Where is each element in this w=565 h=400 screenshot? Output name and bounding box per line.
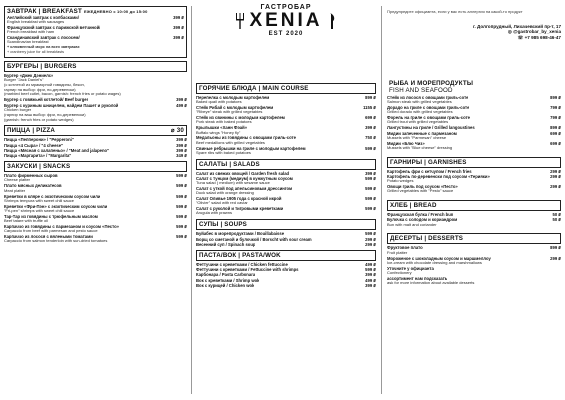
item-price: 750 ₽ — [365, 135, 376, 141]
item-price: 499 ₽ — [176, 102, 187, 108]
item-name: Мидии «Блю Чиз» — [387, 140, 425, 146]
item-price: 599 ₽ — [176, 193, 187, 199]
item-name: Весенний суп / Spinach soup — [196, 241, 256, 247]
item-description: (garnish: french fries or potato wedges) — [4, 117, 74, 122]
item-name: Пицца «Пепперони» / "Pepperoni" — [4, 137, 74, 143]
item-price: 299 ₽ — [365, 241, 376, 247]
item-description: гарнир на выбор: фри, по-деревенски) — [4, 87, 76, 92]
item-price: 399 ₽ — [176, 142, 187, 148]
item-price: 50 ₽ — [552, 212, 561, 218]
item-price: 599 ₽ — [365, 267, 376, 273]
item-name-en: Grilled dorado with grilled vegetables — [387, 110, 453, 115]
item-name-en: Meat platter — [4, 188, 26, 193]
item-name-en: "Olivier" salad with red caviar — [196, 201, 248, 206]
item-price: 899 ₽ — [550, 245, 561, 251]
item-price: 599 ₽ — [365, 145, 376, 151]
item-price: 699 ₽ — [550, 130, 561, 136]
item-name: Салат с тунцом (медиум) в кунжутным соусом — [196, 175, 293, 181]
soups-header: СУПЫ | SOUPS — [196, 219, 376, 230]
item-name-en: "Ribeye" steak with grilled vegetables — [196, 110, 263, 115]
instagram-icon: ◎ — [507, 29, 514, 34]
item-price: 599 ₽ — [176, 213, 187, 219]
item-name-en: "Fri-pen" shrimps with sweet chili sauce — [4, 208, 75, 213]
item-name-en: Beef medallions with grilled vegetables — [196, 140, 265, 145]
bread-header: ХЛЕБ | BREAD — [387, 200, 561, 211]
fish-header: РЫБА И МОРЕПРОДУКТЫ FISH AND SEAFOOD — [389, 80, 474, 94]
item-name: Мидии запеченные с пармезаном — [387, 130, 457, 136]
item-description: Chicken burger — [4, 107, 32, 112]
brand-est: EST 2020 — [268, 31, 304, 37]
salads-list — [196, 171, 376, 217]
item-name: Салат Оливье 1905 года с красной икрой — [196, 196, 282, 202]
item-price: 799 ₽ — [550, 115, 561, 121]
item-description: (marbled beef cutlet, bacon, garnish: french fries or potato wages) — [4, 92, 121, 97]
item-price: 399 ₽ — [365, 125, 376, 131]
item-price: 399 ₽ — [365, 170, 376, 176]
soups-list — [196, 231, 376, 247]
info-block — [387, 9, 561, 41]
item-name: Уточните у официанта — [387, 265, 434, 271]
menu-item — [196, 242, 376, 247]
menu-item — [4, 153, 187, 158]
item-price: 399 ₽ — [365, 282, 376, 288]
item-name-en: Spare ribs with baked potatoes — [196, 150, 251, 155]
pasta-list — [196, 262, 376, 288]
item-price: 799 ₽ — [550, 105, 561, 111]
bread-list — [387, 212, 561, 227]
item-name-en: Ice-cream with chocolate dressing and marshmallows — [387, 260, 482, 265]
item-price: 599 ₽ — [176, 183, 187, 189]
item-name: Пицца «Маргарита» / "Margarita" — [4, 153, 72, 159]
garnish-list — [387, 169, 561, 194]
item-price: 399 ₽ — [173, 35, 184, 41]
item-price: 1155 ₽ — [363, 105, 376, 111]
item-price: 299 ₽ — [550, 184, 561, 190]
item-name: Французская булка / French bun — [387, 212, 454, 218]
item-name-en: Cheese platter — [4, 178, 31, 183]
item-name: Картофель по-деревенски под соусом «Терияки» — [387, 173, 490, 179]
item-name: Перепелка с молодым картофелем — [196, 95, 270, 100]
pasta-header: ПАСТА/ВОК | PASTA/WOK — [196, 250, 376, 261]
item-price: 899 ₽ — [550, 125, 561, 131]
item-price: 399 ₽ — [173, 15, 184, 20]
item-name-en: Salmon steak with grilled vegetables — [387, 100, 452, 105]
item-name-en: Mussels with "Blue cheese" dressing — [387, 145, 453, 150]
item-name: Форель на гриле с овощами гриль-соте — [387, 115, 470, 121]
middle-column — [196, 80, 376, 288]
item-price: 349 ₽ — [176, 153, 187, 159]
item-price: 499 ₽ — [365, 261, 376, 267]
item-name: Дорадо на гриле с овощами гриль-соте — [387, 105, 470, 111]
item-price: 699 ₽ — [365, 115, 376, 121]
item-price — [559, 276, 561, 281]
item-name: Пицца «Мясная с халапеньо» / "Meat and jalapeno" — [4, 147, 110, 153]
salads-header: САЛАТЫ | SALADS — [196, 159, 376, 170]
item-name: Плато мясных деликатесов — [4, 183, 62, 189]
item-price — [559, 266, 561, 271]
item-name-en: Baked quail with potatoes — [196, 100, 242, 105]
item-name: ассортимент нам подсказать — [387, 275, 448, 281]
item-price — [185, 73, 187, 78]
breakfast-header: ЗАВТРАК | BREAKFAST ЕЖЕДНЕВНО с 10:00 до 15:00 — [7, 8, 148, 15]
item-price: 899 ₽ — [365, 95, 376, 100]
item-price: 50 ₽ — [552, 217, 561, 223]
breakfast-section — [4, 6, 187, 58]
allergy-warning: Предупредите официанта, если у вас есть аллергия на какой-то продукт — [387, 9, 523, 14]
item-price: 299 ₽ — [550, 173, 561, 179]
item-name: Мороженое с шоколадным соусом и маршмеллоу — [387, 255, 491, 261]
item-name: Вок с курицей / Chicken wok — [196, 282, 255, 288]
item-description: (с котлетой из мраморной говядины, бекон, — [4, 82, 85, 87]
main-course-list — [196, 95, 376, 156]
item-name: Бургер с куриным шницелем, найдем Пашет и руколой — [4, 102, 119, 108]
item-price: 399 ₽ — [176, 97, 187, 103]
item-name-en: Shrimps tempura with sweet chili sauce — [4, 198, 75, 203]
item-price: 899 ₽ — [550, 95, 561, 100]
item-price: 599 ₽ — [176, 203, 187, 209]
item-name-en: Grilled trout with grilled vegetables — [387, 120, 449, 125]
phone-row: ☏ +7 985 698-46-47 — [517, 35, 561, 40]
item-name: Крылышки «Ханн Фэай» — [196, 125, 248, 131]
snacks-header: ЗАКУСКИ | SNACKS — [4, 161, 187, 172]
knife-icon — [327, 13, 337, 29]
item-price: 599 ₽ — [176, 233, 187, 239]
item-name: Салат с руколой и тигровыми креветками — [196, 206, 284, 212]
item-name: Салат с уткой под апельсиновым дрессингом — [196, 185, 293, 191]
pizza-size: ⌀ 30 — [170, 127, 184, 135]
item-name-en: Tuna salad ( medium) with sesame sauce — [196, 181, 270, 186]
item-name-en: Arugula with prawns — [196, 211, 233, 216]
item-price: 299 ₽ — [550, 255, 561, 261]
item-name: Вок с креветками / Shrimp wok — [196, 277, 260, 283]
item-name: Булочка с солодом и кориандром — [387, 217, 458, 223]
menu-item — [196, 283, 376, 288]
item-name: Пицца «4 Сыра» / "4 cheese" — [4, 142, 64, 148]
item-name: Картофель фри с кетчупом / French fries — [387, 168, 472, 174]
item-name: Стейк Рибай с молодым картофелем — [196, 105, 274, 111]
item-price: 399 ₽ — [176, 147, 187, 153]
item-name: Свиные ребрышки на гриле с молодым картофелем — [196, 145, 306, 151]
item-price: 599 ₽ — [365, 196, 376, 202]
item-name-en: Fruit platter — [387, 250, 408, 255]
fork-icon — [235, 13, 245, 29]
item-name-en: ask for more information about available desserts — [387, 281, 475, 286]
left-column — [4, 6, 187, 244]
item-name: Буйабес в морепродуктами / Bouillabaisse — [196, 231, 285, 237]
brand-name: XENIA — [249, 10, 323, 31]
brand-top: ГАСТРОБАР — [260, 4, 312, 11]
item-price: 299 ₽ — [550, 168, 561, 174]
address: г. Долгопрудный, Лихачевский пр-т, 17 — [473, 24, 561, 29]
main-course-header: ГОРЯЧИЕ БЛЮДА | MAIN COURSE — [196, 83, 376, 94]
pizza-list — [4, 137, 187, 158]
item-name: Карбонара / Pasta Carbonara — [196, 272, 256, 278]
item-price: 299 ₽ — [365, 236, 376, 242]
desserts-header: ДЕСЕРТЫ | DESSERTS — [387, 233, 561, 244]
item-price: 399 ₽ — [365, 272, 376, 278]
brand-name-row — [196, 11, 376, 31]
item-name: Французский завтрак с парижской ветчиной/ — [7, 25, 101, 31]
item-name: Феттучини с креветками / Fettuccine with shrimps — [196, 267, 299, 273]
right-column — [387, 76, 561, 286]
breakfast-note: + клюквенный морс на всех завтраках — [7, 45, 80, 50]
item-price: 599 ₽ — [176, 223, 187, 229]
item-price: 599 ₽ — [176, 173, 187, 179]
item-description: (гарнир на ваш выбор: фри, по-деревенски) — [4, 112, 86, 117]
pizza-header: ПИЦЦА | PIZZA ⌀ 30 — [4, 125, 187, 136]
item-price: 599 ₽ — [365, 231, 376, 237]
desserts-list — [387, 245, 561, 285]
item-name: Борщ со сметаной и булочкой / Borscht with sour cream — [196, 236, 312, 242]
brand-block — [196, 4, 376, 37]
item-name-en: Buffalo wings "Honey fly" — [196, 130, 241, 135]
item-name: Карпаччо из говядины с пармезаном и соусом «Песто» — [4, 223, 119, 229]
item-name: Салат из свежих овощей / Garden fresh salad — [196, 170, 290, 176]
item-name: Скандинавский завтрак с лососем/ — [7, 35, 80, 41]
item-name-en: Bun with malt and coriander — [387, 222, 437, 227]
breakfast-note-en: + cranberry juice for all breakfasts — [7, 49, 65, 54]
item-name-en: English breakfast with sausages — [7, 20, 65, 25]
item-name-en: French breakfast with ham — [7, 30, 55, 35]
item-name: Стейк из свинины с молодым картофелем — [196, 115, 285, 121]
item-name: Плато фирменных сыров — [4, 173, 58, 179]
item-price: 399 ₽ — [176, 137, 187, 143]
item-price: 599 ₽ — [365, 175, 376, 181]
fish-list — [387, 95, 561, 151]
item-name: Креветки «Фри-Пэн» с экзотическим соусом чили — [4, 203, 108, 209]
item-price: 599 ₽ — [365, 185, 376, 191]
item-price: 499 ₽ — [365, 277, 376, 283]
item-name: Английский завтрак с колбасками/ — [7, 15, 79, 20]
item-name: Медальоны из говядины с овощами гриль-соте — [196, 135, 296, 141]
item-name-en: Pork steak with baked potatoes — [196, 120, 252, 125]
item-name: Фруктовое плато — [387, 245, 423, 251]
item-name: Стейк из лосося с овощами гриль-соте — [387, 95, 469, 100]
item-name-en: Beef tatare with truffle oil — [4, 218, 48, 223]
item-name-en: Duck salad with orange dressing — [196, 191, 254, 196]
item-name: Бургер «Джек Дэниелс» — [4, 72, 54, 78]
item-name-en: Scandinavian breakfast — [7, 40, 49, 45]
item-name: Лангустины на гриле / Grilled langoustines — [387, 125, 475, 131]
phone-icon: ☏ — [517, 35, 525, 40]
item-name: Бургер с говяжьей котлетой/ Beef burger — [4, 97, 89, 103]
item-price: 399 ₽ — [173, 25, 184, 31]
item-name: Карпаччо из лосося с вялеными томатами — [4, 233, 93, 239]
garnish-header: ГАРНИРЫ | GARNISHES — [387, 157, 561, 168]
item-name-en: Potato wedges — [387, 179, 414, 184]
item-name-en: Confectionery — [387, 270, 412, 275]
instagram-row: ◎ @gastrobar_by_xenia — [507, 29, 561, 34]
burgers-list — [4, 73, 187, 123]
item-name: Овощи гриль под соусом «Песто» — [387, 184, 458, 190]
item-name: Тар-Тар из говядины с трюфельным маслом — [4, 213, 98, 219]
item-name-en: Mussels with "Parmesan" cheese — [387, 135, 447, 140]
item-name: Феттучини с креветками / Chicken fettuccine — [196, 261, 288, 267]
item-name-en: Carpaccio from beef with parmesan and pesto sauce — [4, 229, 98, 234]
item-price: 699 ₽ — [550, 140, 561, 146]
item-description: Burger "Jack Daniel's" — [4, 77, 44, 82]
item-name: Креветки в кляре с экзотическим соусом чили — [4, 193, 101, 199]
breakfast-list — [7, 15, 184, 45]
snacks-list — [4, 173, 187, 244]
burgers-header: БУРГЕРЫ | BURGERS — [4, 61, 187, 72]
item-price: 599 ₽ — [365, 206, 376, 212]
item-name-en: Grilled vegetables with "Pesto" sauce — [387, 189, 454, 194]
item-name-en: Carpaccio from salmon tenderloin with sun-dried tomatoes — [4, 239, 108, 244]
